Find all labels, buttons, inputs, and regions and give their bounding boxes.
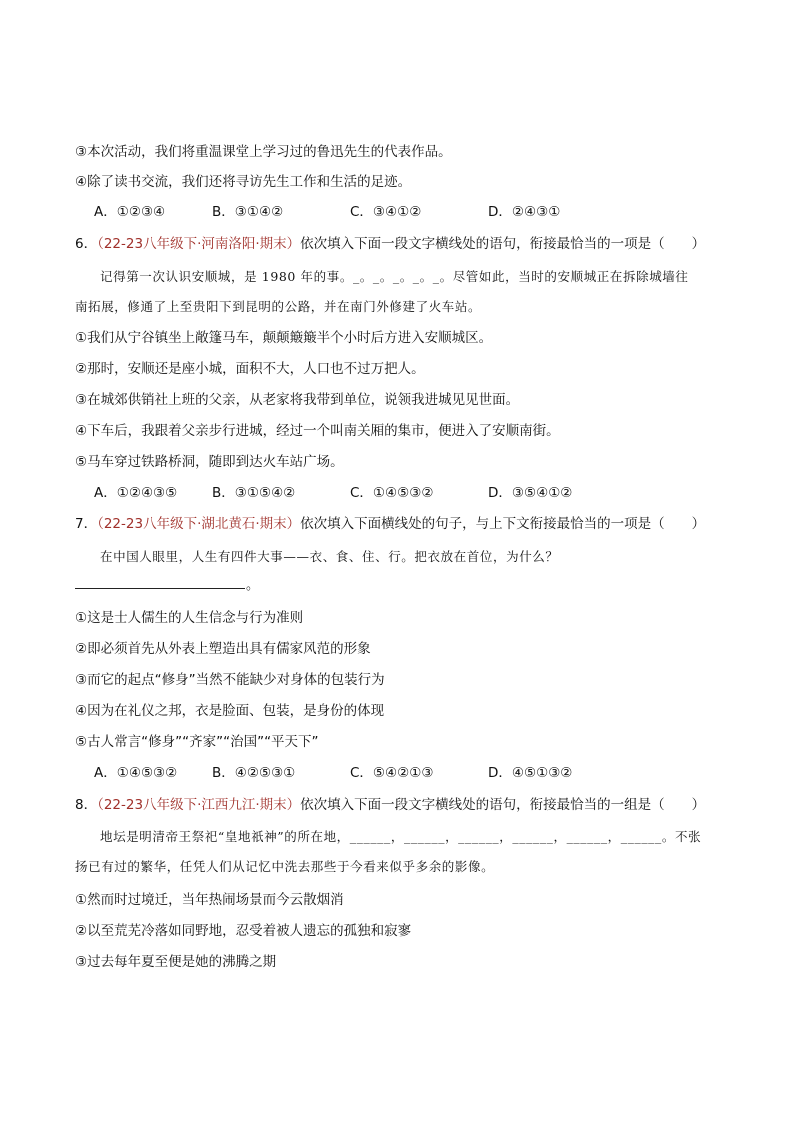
q7-passage-line-1: 在中国人眼里，人生有四件大事——衣、食、住、行。把衣放在首位，为什么？ (100, 549, 559, 564)
q6-option-b[interactable]: B．③①⑤④② (212, 485, 296, 501)
q5-option-d[interactable]: D．②④③① (488, 204, 561, 220)
q7-option-d[interactable]: D．④⑤①③② (488, 765, 573, 781)
q6-item-2: ②那时，安顺还是座小城，面积不大，人口也不过万把人。 (75, 361, 425, 377)
q5-item-3: ③本次活动，我们将重温课堂上学习过的鲁迅先生的代表作品。 (75, 144, 452, 160)
q6-item-5: ⑤马车穿过铁路桥洞，随即到达火车站广场。 (75, 454, 344, 470)
q7-options (94, 764, 572, 782)
q7-item-3: ③而它的起点“修身”当然不能缺少对身体的包装行为 (75, 672, 385, 688)
q7-source: （22-23八年级下·湖北黄石·期末） (97, 516, 301, 532)
q6-number: 6． (75, 236, 98, 252)
q6-header (75, 235, 705, 253)
q8-passage-line-2: 扬已有过的繁华，任凭人们从记忆中洗去那些于今看来似乎多余的影像。 (75, 859, 495, 874)
q7-stem: 依次填入下面横线处的句子，与上下文衔接最恰当的一项是（ ） (300, 516, 706, 532)
q6-item-1: ①我们从宁谷镇坐上敞篷马车，颠颠簸簸半个小时后方进入安顺城区。 (75, 330, 493, 346)
q6-stem: 依次填入下面一段文字横线处的语句，衔接最恰当的一项是（ ） (300, 236, 706, 252)
q7-option-c[interactable]: C．⑤④②①③ (350, 765, 434, 781)
q8-item-2: ②以至荒芜冷落如同野地，忍受着被人遗忘的孤独和寂寥 (75, 923, 412, 939)
q6-passage-line-1: 记得第一次认识安顺城，是 1980 年的事。_。_。_。_。_。尽管如此，当时的安顺城正在拆除城墙往 (100, 269, 689, 284)
q6-item-3: ③在城郊供销社上班的父亲，从老家将我带到单位，说领我进城见见世面。 (75, 392, 520, 408)
q6-item-4: ④下车后，我跟着父亲步行进城，经过一个叫南关厢的集市，便进入了安顺南街。 (75, 423, 560, 439)
q6-source: （22-23八年级下·河南洛阳·期末） (97, 236, 301, 252)
q7-item-1: ①这是士人儒生的人生信念与行为准则 (75, 610, 304, 626)
q7-blank-period: 。 (246, 578, 260, 593)
q5-option-b[interactable]: B．③①④② (212, 204, 284, 220)
q7-item-4: ④因为在礼仪之邦，衣是脸面、包装，是身份的体现 (75, 703, 385, 719)
q8-number: 8． (75, 797, 98, 813)
q7-option-a[interactable]: A．①④⑤③② (94, 765, 178, 781)
q8-source: （22-23八年级下·江西九江·期末） (97, 797, 301, 813)
q5-option-c[interactable]: C．③④①② (350, 204, 422, 220)
q7-number: 7． (75, 516, 98, 532)
q5-option-a[interactable]: A．①②③④ (94, 204, 166, 220)
q5-item-4: ④除了读书交流，我们还将寻访先生工作和生活的足迹。 (75, 174, 412, 190)
q7-header (75, 515, 705, 533)
q7-answer-blank[interactable] (75, 588, 245, 589)
q8-item-3: ③过去每年夏至便是她的沸腾之期 (75, 954, 277, 970)
q6-option-d[interactable]: D．③⑤④①② (488, 485, 573, 501)
q7-item-2: ②即必须首先从外表上塑造出具有儒家风范的形象 (75, 641, 371, 657)
q6-option-c[interactable]: C．①④⑤③② (350, 485, 434, 501)
q7-option-b[interactable]: B．④②⑤③① (212, 765, 296, 781)
q8-passage-line-1: 地坛是明清帝王祭祀“皇地祇神”的所在地，______，______，______，______，______，______。不张 (100, 829, 702, 844)
q8-item-1: ①然而时过境迁，当年热闹场景而今云散烟消 (75, 892, 344, 908)
q6-passage-line-2: 南拓展，修通了上至贵阳下到昆明的公路，并在南门外修建了火车站。 (75, 299, 482, 314)
q5-options (94, 203, 560, 221)
q8-header (75, 796, 705, 814)
q6-option-a[interactable]: A．①②④③⑤ (94, 485, 178, 501)
q7-item-5: ⑤古人常言“修身”“齐家”“治国”“平天下” (75, 734, 319, 750)
q8-stem: 依次填入下面一段文字横线处的语句，衔接最恰当的一组是（ ） (300, 797, 706, 813)
q6-options (94, 484, 572, 502)
